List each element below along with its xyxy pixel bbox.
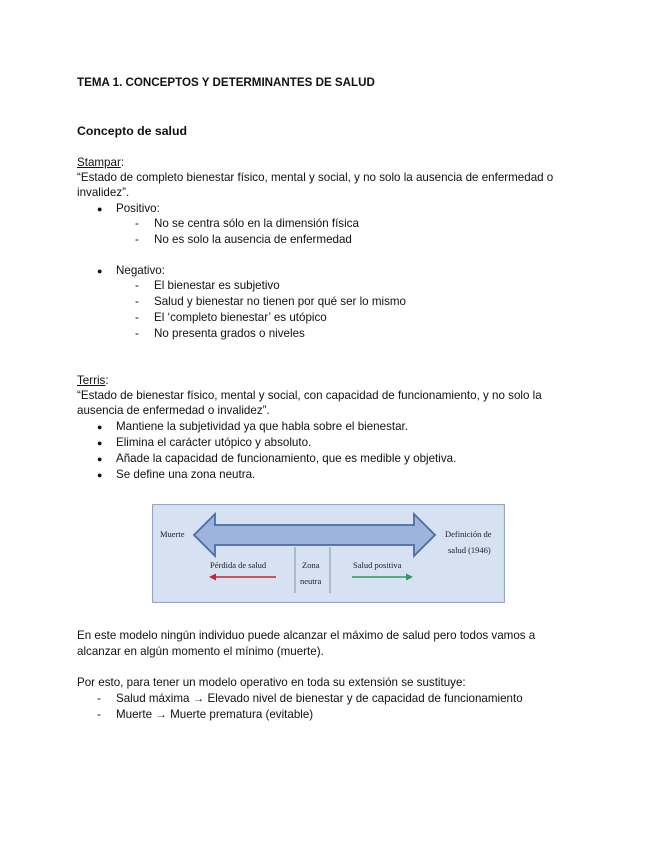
dash-icon: - [135,295,139,308]
terris-definition-line2: ausencia de enfermedad o invalidez”. [77,404,270,417]
stampar-definition-line2: invalidez”. [77,186,130,199]
stampar-definition-line1: “Estado de completo bienestar físico, mental y social, y no solo la ausencia de enfermedad o [77,171,554,184]
terris-definition-line1: “Estado de bienestar físico, mental y social, con capacidad de funcionamiento, y no solo la [77,389,542,402]
bullet-icon: ● [97,438,103,448]
negative-item: El bienestar es subjetivo [154,279,280,292]
terris-colon: : [105,374,109,387]
stampar-colon: : [120,156,125,169]
negative-item: No presenta grados o niveles [154,327,305,340]
stampar-label-line [77,155,124,171]
dash-icon: - [97,692,101,705]
neutral-zone-label-line2: neutra [300,576,322,586]
substitution-item: Salud máxima → Elevado nivel de bienestar y de capacidad de funcionamiento [116,692,523,705]
paragraph-1-line1: En este modelo ningún individuo puede alcanzar el máximo de salud pero todos vamos a [77,629,536,642]
dash-icon: - [135,327,139,340]
dash-icon: - [135,279,139,292]
bullet-icon: ● [97,422,103,432]
terris-item: Mantiene la subjetividad ya que habla sobre el bienestar. [116,420,408,433]
paragraph-1-line2: alcanzar en algún momento el mínimo (muerte). [77,645,324,658]
paragraph-2: Por esto, para tener un modelo operativo en toda su extensión se sustituye: [77,676,466,689]
death-label: Muerte [160,529,185,539]
negative-item: Salud y bienestar no tienen por qué ser lo mismo [154,295,406,308]
negative-label: Negativo: [116,264,165,277]
health-continuum-diagram [152,504,505,603]
positive-label: Positivo: [116,202,160,215]
bullet-icon: ● [97,470,103,480]
terris-author: Terris [77,374,106,387]
bullet-icon: ● [97,204,103,214]
stampar-author: Stampar [77,156,121,169]
substitution-item: Muerte → Muerte prematura (evitable) [116,708,314,721]
section-heading: Concepto de salud [77,124,187,138]
definition-label-line2: salud (1946) [448,545,491,555]
dash-icon: - [97,708,101,721]
bullet-icon: ● [97,454,103,464]
positive-item: No se centra sólo en la dimensión física [154,217,359,230]
terris-item: Añade la capacidad de funcionamiento, que es medible y objetiva. [116,452,457,465]
terris-item: Se define una zona neutra. [116,468,256,481]
dash-icon: - [135,233,139,246]
definition-label-line1: Definición de [445,529,492,539]
terris-item: Elimina el carácter utópico y absoluto. [116,436,312,449]
terris-label-line [77,373,109,389]
document-title: TEMA 1. CONCEPTOS Y DETERMINANTES DE SALUD [77,76,375,89]
negative-item: El ‘completo bienestar’ es utópico [154,311,327,324]
positive-health-label: Salud positiva [353,560,402,570]
dash-icon: - [135,217,139,230]
neutral-zone-label-line1: Zona [302,560,320,570]
dash-icon: - [135,311,139,324]
health-loss-label: Pérdida de salud [210,560,267,570]
bullet-icon: ● [97,266,103,276]
positive-item: No es solo la ausencia de enfermedad [154,233,352,246]
